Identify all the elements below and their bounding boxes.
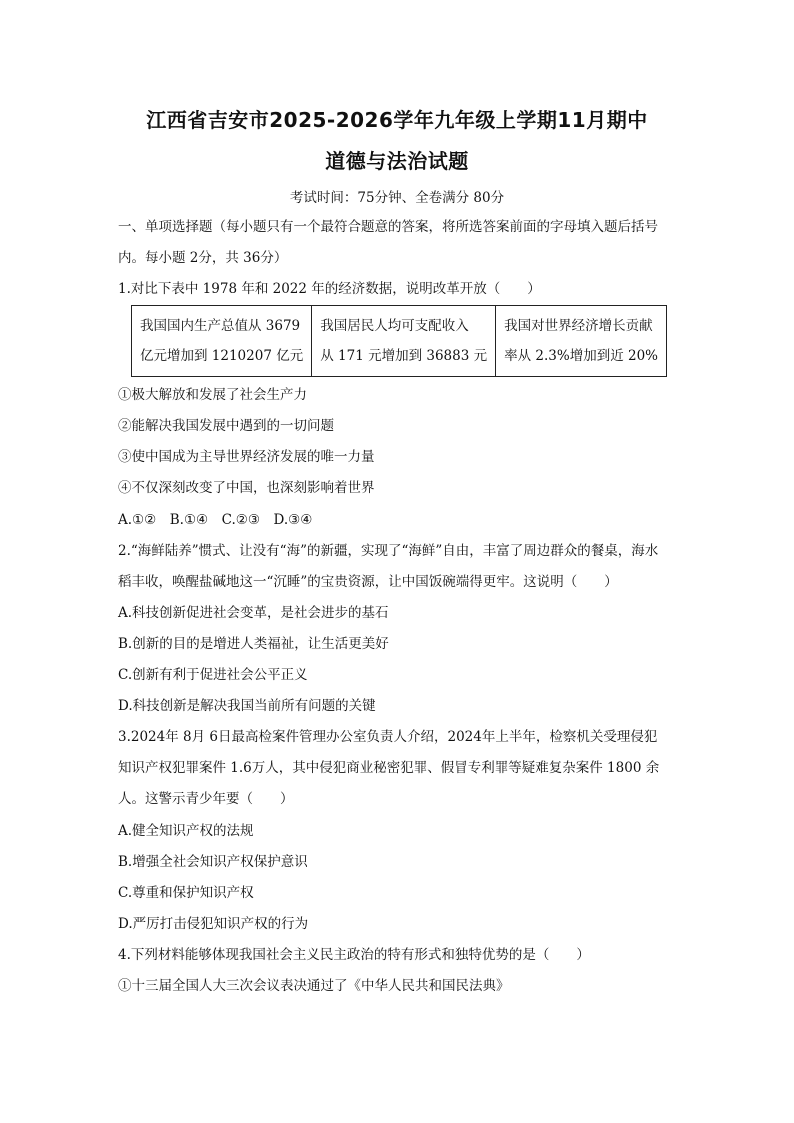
table-cell-line: 我国对世界经济增长贡献 xyxy=(504,318,653,334)
q1-stem: 1.对比下表中 1978 年和 2022 年的经济数据，说明改革开放（ ） xyxy=(118,281,541,297)
q3-option-d: D.严厉打击侵犯知识产权的行为 xyxy=(118,916,309,932)
q1-option-3: ③使中国成为主导世界经济发展的唯一力量 xyxy=(118,449,375,465)
q3-stem-line1: 3.2024年 8月 6日最高检案件管理办公室负责人介绍，2024年上半年，检察机关受理侵犯 xyxy=(118,729,658,745)
q3-option-c: C.尊重和保护知识产权 xyxy=(118,885,254,901)
q3-option-b: B.增强全社会知识产权保护意识 xyxy=(118,854,308,870)
section1-intro-line1: 一、单项选择题（每小题只有一个最符合题意的答案，将所选答案前面的字母填入题后括号 xyxy=(118,219,658,235)
exam-title-line2: 道德与法治试题 xyxy=(325,149,469,173)
q1-choices: A.①② B.①④ C.②③ D.③④ xyxy=(118,512,313,528)
q3-stem-line2: 知识产权犯罪案件 1.6万人，其中侵犯商业秘密犯罪、假冒专利罪等疑难复杂案件 1800 余 xyxy=(118,760,660,776)
table-cell-line: 我国居民人均可支配收入 xyxy=(320,318,469,334)
table-cell-line: 从 171 元增加到 36883 元 xyxy=(320,348,488,364)
table-row xyxy=(132,306,667,377)
q3-option-a: A.健全知识产权的法规 xyxy=(118,823,254,839)
q3-stem-line3: 人。这警示青少年要（ ） xyxy=(118,791,294,807)
table-cell-line: 率从 2.3%增加到近 20% xyxy=(504,348,658,364)
q2-option-c: C.创新有利于促进社会公平正义 xyxy=(118,667,308,683)
table-cell xyxy=(312,306,496,377)
q1-option-1: ①极大解放和发展了社会生产力 xyxy=(118,387,307,403)
exam-title-line1: 江西省吉安市2025-2026学年九年级上学期11月期中 xyxy=(146,108,648,132)
q1-option-2: ②能解决我国发展中遇到的一切问题 xyxy=(118,418,334,434)
table-cell-line: 我国国内生产总值从 3679 xyxy=(140,318,301,334)
q2-stem-line1: 2.“海鲜陆养”惯式、让没有“海”的新疆，实现了“海鲜”自由，丰富了周边群众的餐桌，海水 xyxy=(118,543,659,559)
table-cell xyxy=(132,306,312,377)
section1-intro-line2: 内。每小题 2分，共 36分） xyxy=(118,250,288,266)
q1-data-table xyxy=(131,305,667,377)
table-cell xyxy=(496,306,667,377)
q1-option-4: ④不仅深刻改变了中国，也深刻影响着世界 xyxy=(118,480,375,496)
exam-info: 考试时间：75分钟、全卷满分 80分 xyxy=(289,190,505,206)
table-cell-line: 亿元增加到 1210207 亿元 xyxy=(140,348,304,364)
q2-option-b: B.创新的目的是增进人类福祉，让生活更美好 xyxy=(118,636,389,652)
q2-option-a: A.科技创新促进社会变革，是社会进步的基石 xyxy=(118,605,389,621)
q2-option-d: D.科技创新是解决我国当前所有问题的关键 xyxy=(118,698,376,714)
q4-stem: 4.下列材料能够体现我国社会主义民主政治的特有形式和独特优势的是（ ） xyxy=(118,947,590,963)
q4-option-1: ①十三届全国人大三次会议表决通过了《中华人民共和国民法典》 xyxy=(118,978,510,994)
q2-stem-line2: 稻丰收，唤醒盐碱地这一“沉睡”的宝贵资源，让中国饭碗端得更牢。这说明（ ） xyxy=(118,574,618,590)
